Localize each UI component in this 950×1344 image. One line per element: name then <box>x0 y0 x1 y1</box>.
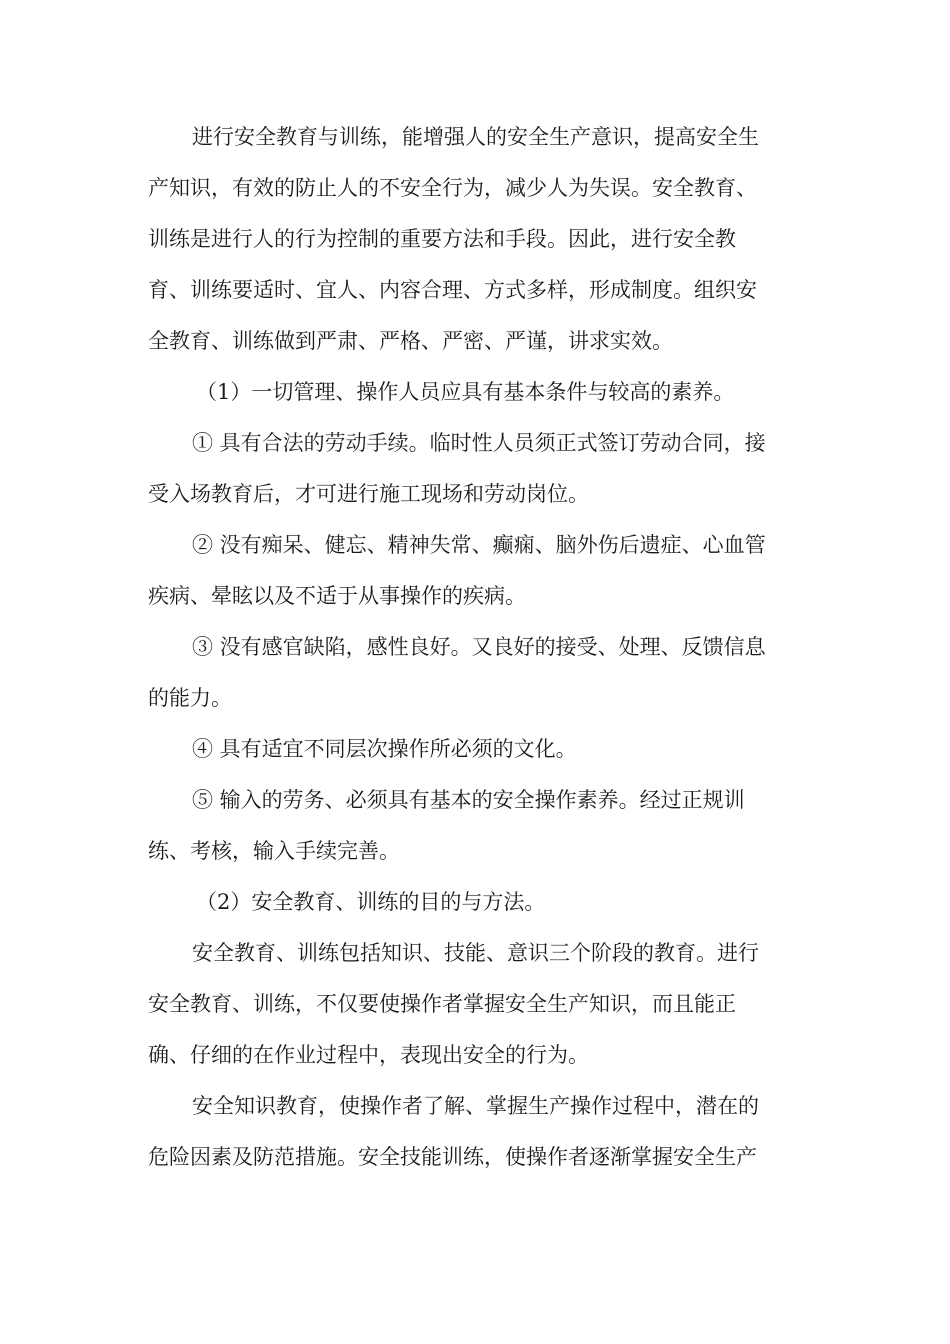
paragraph-4 <box>148 1081 808 1183</box>
text-line: 受入场教育后，才可进行施工现场和劳动岗位。 <box>148 482 589 506</box>
text-line: 进行安全教育与训练，能增强人的安全生产意识，提高安全生 <box>192 125 759 149</box>
paragraph-intro <box>148 112 808 367</box>
text-line: 安全教育、训练包括知识、技能、意识三个阶段的教育。进行 <box>192 941 759 965</box>
text-line: ④ 具有适宜不同层次操作所必须的文化。 <box>192 737 577 761</box>
text-line: 育、训练要适时、宜人、内容合理、方式多样，形成制度。组织安 <box>148 278 757 302</box>
paragraph-3 <box>148 928 808 1081</box>
text-line: 危险因素及防范措施。安全技能训练，使操作者逐渐掌握安全生产 <box>148 1145 757 1169</box>
text-line: （2）安全教育、训练的目的与方法。 <box>196 890 546 914</box>
list-item-3 <box>148 622 808 724</box>
list-item-5 <box>148 775 808 877</box>
text-line: 安全教育、训练，不仅要使操作者掌握安全生产知识，而且能正 <box>148 992 736 1016</box>
text-line: 疾病、晕眩以及不适于从事操作的疾病。 <box>148 584 526 608</box>
text-line: 确、仔细的在作业过程中，表现出安全的行为。 <box>148 1043 589 1067</box>
document-page <box>148 112 808 1183</box>
text-line: ① 具有合法的劳动手续。临时性人员须正式签订劳动合同，接 <box>192 431 766 455</box>
list-item-4 <box>148 724 808 775</box>
section-heading-1 <box>148 367 808 418</box>
text-line: ③ 没有感官缺陷，感性良好。又良好的接受、处理、反馈信息 <box>192 635 766 659</box>
text-line: 的能力。 <box>148 686 232 710</box>
text-line: ② 没有痴呆、健忘、精神失常、癫痫、脑外伤后遗症、心血管 <box>192 533 766 557</box>
section-heading-2 <box>148 877 808 928</box>
text-line: ⑤ 输入的劳务、必须具有基本的安全操作素养。经过正规训 <box>192 788 745 812</box>
text-line: 全教育、训练做到严肃、严格、严密、严谨，讲求实效。 <box>148 329 673 353</box>
text-line: 安全知识教育，使操作者了解、掌握生产操作过程中，潜在的 <box>192 1094 759 1118</box>
text-line: 产知识，有效的防止人的不安全行为，减少人为失误。安全教育、 <box>148 176 757 200</box>
list-item-2 <box>148 520 808 622</box>
list-item-1 <box>148 418 808 520</box>
text-line: （1）一切管理、操作人员应具有基本条件与较高的素养。 <box>196 380 735 404</box>
text-line: 练、考核，输入手续完善。 <box>148 839 400 863</box>
text-line: 训练是进行人的行为控制的重要方法和手段。因此，进行安全教 <box>148 227 736 251</box>
